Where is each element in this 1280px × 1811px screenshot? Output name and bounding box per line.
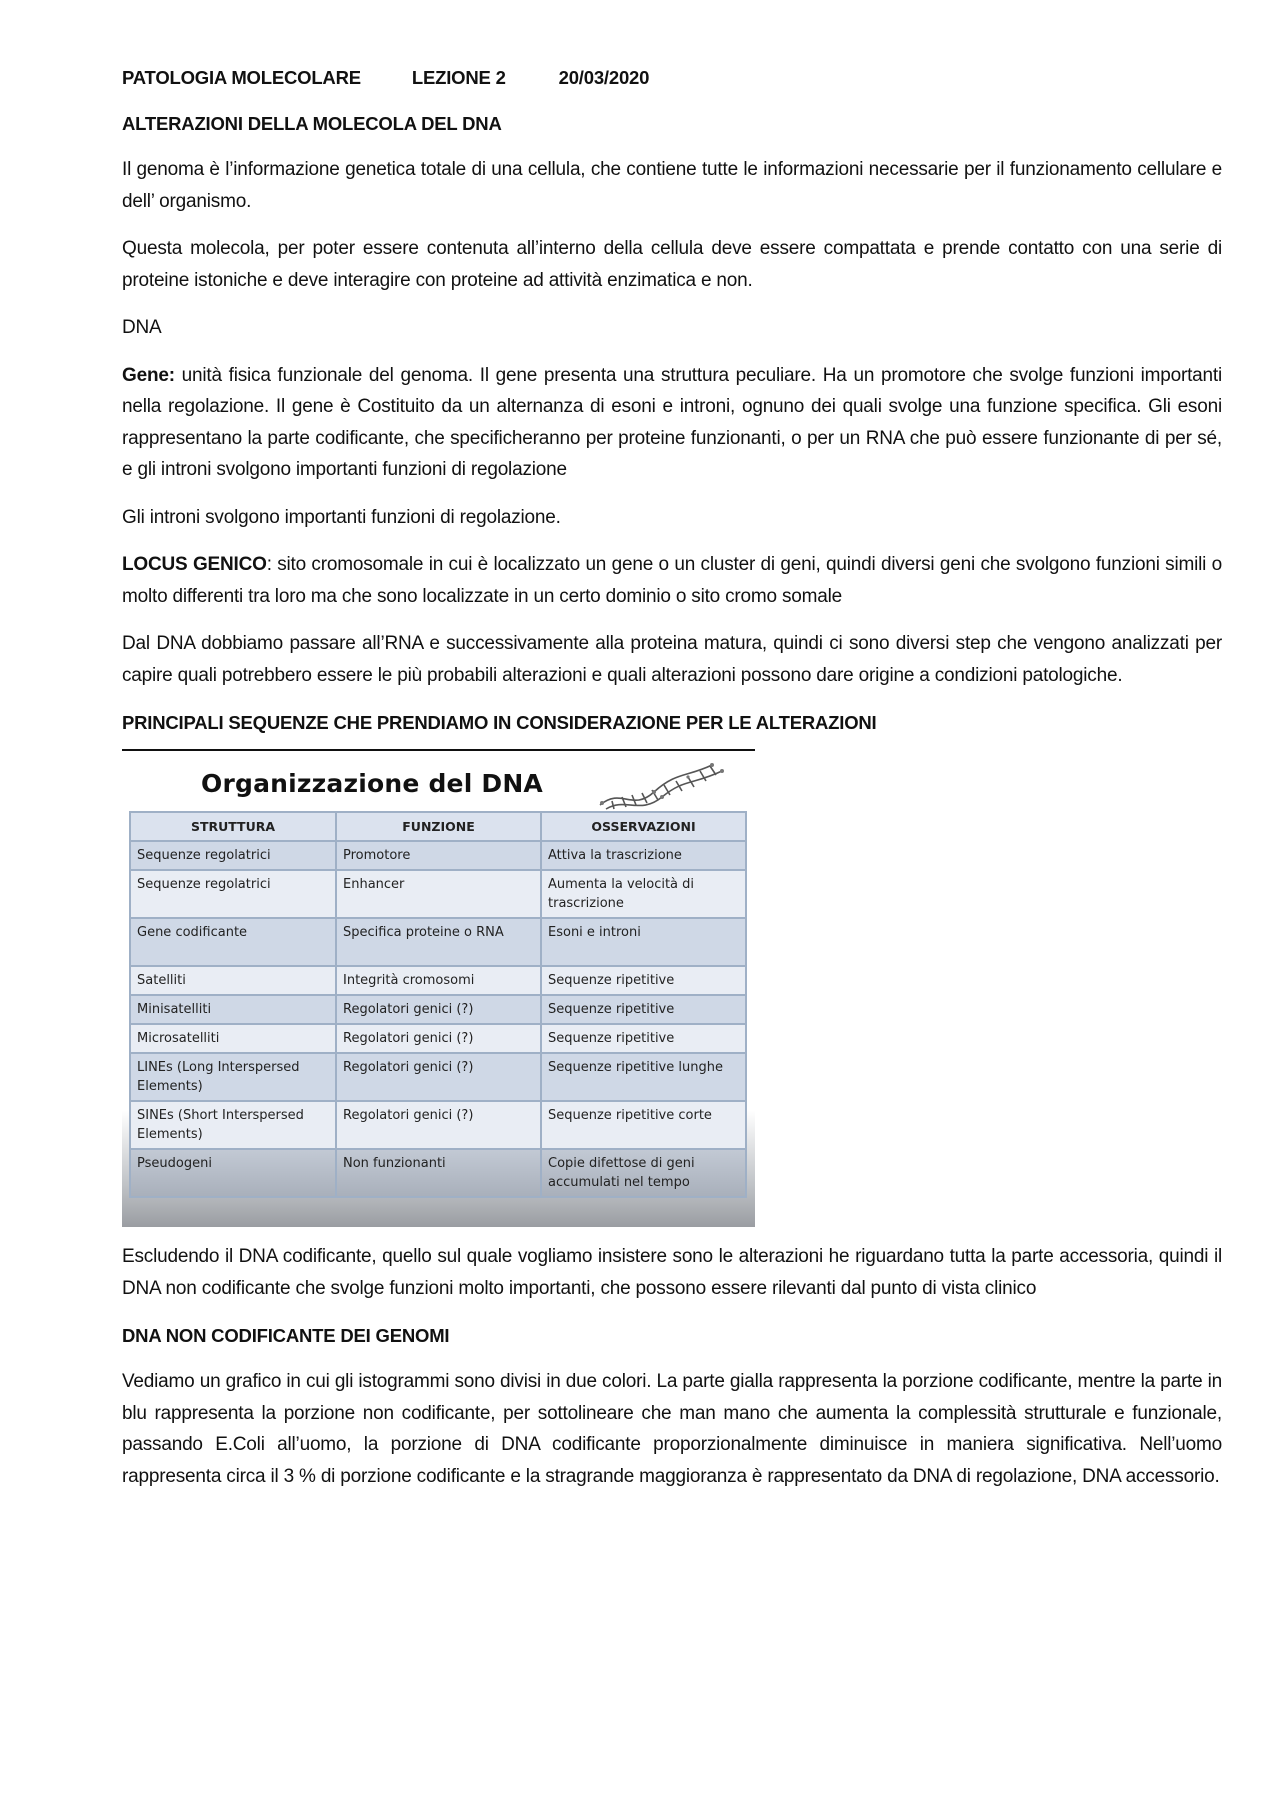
cell-structure: Pseudogeni [130,1149,336,1197]
cell-function: Regolatori genici (?) [336,995,541,1024]
cell-observations: Copie difettose di geni accumulati nel tempo [541,1149,746,1197]
figure-title: Organizzazione del DNA [201,769,543,798]
cell-observations: Sequenze ripetitive corte [541,1101,746,1149]
cell-function: Regolatori genici (?) [336,1024,541,1053]
lesson-number: LEZIONE 2 [411,67,506,88]
table-row [130,1101,746,1149]
cell-observations: Sequenze ripetitive [541,966,746,995]
cell-observations: Attiva la trascrizione [541,841,746,870]
table-row [130,995,746,1024]
column-header-observations: OSSERVAZIONI [541,812,746,841]
cell-function: Non funzionanti [336,1149,541,1197]
table-row [130,1053,746,1101]
document-page [122,62,1222,1508]
cell-function: Enhancer [336,870,541,918]
paragraph-noncoding: Escludendo il DNA codificante, quello sul quale vogliamo insistere sono le alterazioni he riguardano tutta la parte accessoria, quindi il DNA non codificante che svolge funzioni molto importanti, che possono essere rilevanti dal punto di vista clinico [122,1246,1222,1299]
cell-observations: Sequenze ripetitive [541,1024,746,1053]
column-header-function: FUNZIONE [336,812,541,841]
table-row [130,841,746,870]
table-row [130,966,746,995]
cell-observations: Sequenze ripetitive [541,995,746,1024]
cell-observations: Aumenta la velocità di trascrizione [541,870,746,918]
dna-organization-table [129,811,747,1198]
locus-definition: : sito cromosomale in cui è localizzato un gene o un cluster di geni, quindi diversi geni che svolgono funzioni simili o molto differenti tra loro ma che sono localizzate in un certo dominio o sito cromo somale [122,554,1222,607]
cell-structure: Satelliti [130,966,336,995]
cell-structure: LINEs (Long Interspersed Elements) [130,1053,336,1101]
heading-principal-sequences: PRINCIPALI SEQUENZE CHE PRENDIAMO IN CONSIDERAZIONE PER LE ALTERAZIONI [122,712,877,733]
lesson-date: 20/03/2020 [558,67,650,88]
paragraph-gene [122,360,1222,486]
document-header [122,62,1222,93]
cell-observations: Sequenze ripetitive lunghe [541,1053,746,1101]
locus-term: LOCUS GENICO [122,554,267,575]
figure-divider [122,749,755,751]
paragraph-dna-rna: Dal DNA dobbiamo passare all’RNA e successivamente alla proteina matura, quindi ci sono diversi step che vengono analizzati per capire quali potrebbero essere le più probabili alterazioni e quali alterazioni possono dare origine a condizioni patologiche. [122,633,1222,686]
paragraph-introns: Gli introni svolgono importanti funzioni di regolazione. [122,506,561,528]
table-row [130,870,746,918]
cell-function: Promotore [336,841,541,870]
cell-function: Regolatori genici (?) [336,1101,541,1149]
cell-function: Integrità cromosomi [336,966,541,995]
cell-structure: Sequenze regolatrici [130,841,336,870]
cell-structure: Minisatelliti [130,995,336,1024]
section-title: ALTERAZIONI DELLA MOLECOLA DEL DNA [122,113,502,134]
cell-structure: Gene codificante [130,918,336,966]
cell-structure: Sequenze regolatrici [130,870,336,918]
table-row [130,1024,746,1053]
cell-structure: Microsatelliti [130,1024,336,1053]
cell-function: Regolatori genici (?) [336,1053,541,1101]
paragraph-genome: Il genoma è l’informazione genetica totale di una cellula, che contiene tutte le informazioni necessarie per il funzionamento cellulare e dell’ organismo. [122,159,1222,212]
table-background [122,811,755,1227]
column-header-structure: STRUTTURA [130,812,336,841]
paragraph-locus [122,549,1222,612]
heading-noncoding-dna: DNA NON CODIFICANTE DEI GENOMI [122,1325,450,1346]
paragraph-molecule: Questa molecola, per poter essere contenuta all’interno della cellula deve essere compattata e prende contatto con una serie di proteine istoniche e deve interagire con proteine ad attività enzimatica e non. [122,238,1222,291]
cell-observations: Esoni e introni [541,918,746,966]
cell-function: Specifica proteine o RNA [336,918,541,966]
table-header-row [130,812,746,841]
course-title: PATOLOGIA MOLECOLARE [122,67,361,88]
dna-helix-icon [592,757,732,812]
gene-term: Gene: [122,364,175,386]
paragraph-histogram: Vediamo un grafico in cui gli istogrammi sono divisi in due colori. La parte gialla rappresenta la porzione codificante, mentre la parte in blu rappresenta la porzione non codificante, per sottolineare che man mano che aumenta la complessità strutturale e funzionale, passando E.Coli all’uomo, la porzione di DNA codificante proporzionalmente diminuisce in maniera significativa. Nell’uomo rappresenta circa il 3 % di porzione codificante e la stragrande maggioranza è rappresentato da DNA di regolazione, DNA accessorio. [122,1371,1222,1487]
dna-organization-figure [122,749,755,1227]
cell-structure: SINEs (Short Interspersed Elements) [130,1101,336,1149]
gene-definition: unità fisica funzionale del genoma. Il gene presenta una struttura peculiare. Ha un promotore che svolge funzioni importanti nella regolazione. Il gene è Costituito da un alternanza di esoni e introni, ognuno dei quali svolge una funzione specifica. Gli esoni rappresentano la parte codificante, che specificheranno per proteine funzionanti, o per un RNA che può essere funzionante di per sé, e gli introni svolgono importanti funzioni di regolazione [122,364,1222,480]
paragraph-dna-label: DNA [122,317,162,338]
table-row [130,918,746,966]
table-row [130,1149,746,1197]
